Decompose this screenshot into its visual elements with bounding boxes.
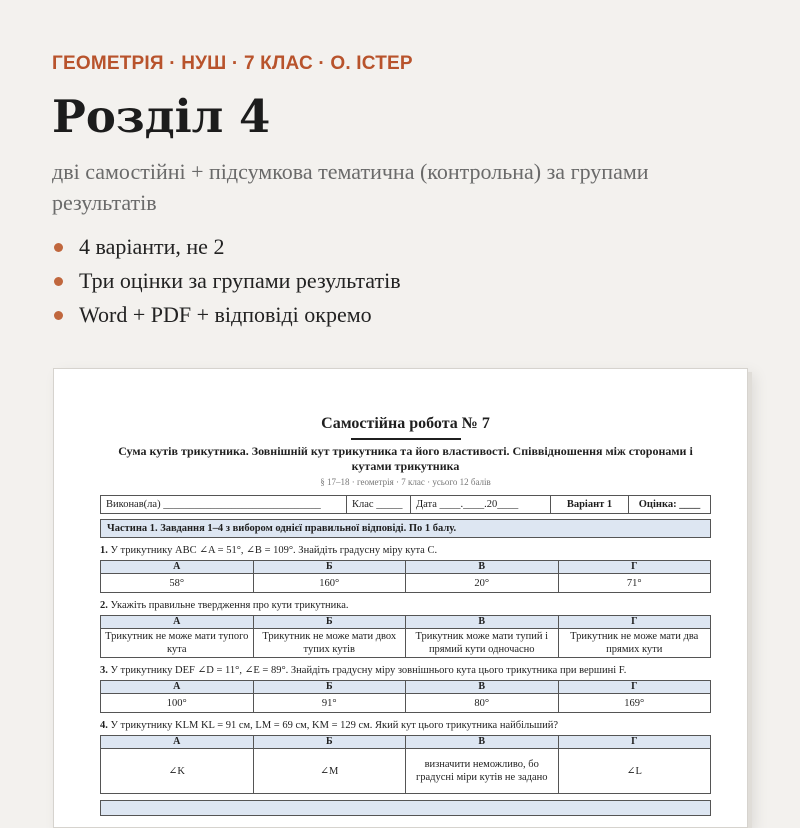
question-text: У трикутнику KLM KL = 91 см, LM = 69 см, KM = 129 см. Який кут цього трикутника найбільший? bbox=[110, 720, 559, 731]
answer-option: Трикутник не може мати тупого кута bbox=[101, 629, 254, 658]
feature-item bbox=[52, 230, 401, 264]
option-label: Б bbox=[253, 681, 406, 694]
question-text: У трикутнику DEF ∠D = 11°, ∠E = 89°. Знайдіть градусну міру зовнішнього кута цього трикутника при вершині F. bbox=[110, 665, 627, 676]
variant-field: Варіант 1 bbox=[551, 496, 629, 513]
option-label: А bbox=[101, 616, 254, 629]
page-subtitle: дві самостійні + підсумкова тематична (контрольна) за групами результатів bbox=[52, 159, 649, 215]
page-title: Розділ 4 bbox=[52, 90, 271, 143]
answer-option: Трикутник може мати тупий і прямий кути одночасно bbox=[406, 629, 559, 658]
option-label: Б bbox=[253, 736, 406, 749]
answer-option: ∠K bbox=[101, 749, 254, 794]
question-number: 3. bbox=[100, 665, 108, 676]
option-label: Г bbox=[558, 561, 711, 574]
answer-table bbox=[100, 680, 711, 713]
question-number: 4. bbox=[100, 720, 108, 731]
option-label: В bbox=[406, 616, 559, 629]
bullet-dot-icon bbox=[54, 311, 63, 320]
subject-kicker: ГЕОМЕТРІЯ · НУШ · 7 КЛАС · О. ІСТЕР bbox=[52, 53, 413, 74]
answer-option: Трикутник не може мати двох тупих кутів bbox=[253, 629, 406, 658]
option-label: В bbox=[406, 681, 559, 694]
feature-item bbox=[52, 298, 401, 332]
answer-table bbox=[100, 735, 711, 794]
feature-text: Word + PDF + відповіді окремо bbox=[79, 302, 372, 327]
worksheet-meta: § 17–18 · геометрія · 7 клас · усього 12 балів bbox=[320, 477, 491, 487]
option-label: В bbox=[406, 736, 559, 749]
question-number: 2. bbox=[100, 600, 108, 611]
part-header: Частина 1. Завдання 1–4 з вибором однієї правильної відповіді. По 1 балу. bbox=[100, 519, 711, 538]
answer-option: визначити неможливо, бо градусні міри кутів не задано bbox=[406, 749, 559, 794]
class-field: Клас _____ bbox=[347, 496, 411, 513]
answer-option: 71° bbox=[558, 574, 711, 593]
question-text: Укажіть правильне твердження про кути трикутника. bbox=[110, 600, 349, 611]
answer-option: 169° bbox=[558, 694, 711, 713]
answer-option: 100° bbox=[101, 694, 254, 713]
worksheet-topic: Сума кутів трикутника. Зовнішній кут трикутника та його властивості. Співвідношення між сторонами і кутами трикутника bbox=[118, 444, 693, 473]
answer-option: 58° bbox=[101, 574, 254, 593]
answer-option: Трикутник не може мати два прямих кути bbox=[558, 629, 711, 658]
option-label: Б bbox=[253, 561, 406, 574]
answer-option: 80° bbox=[406, 694, 559, 713]
feature-text: Три оцінки за групами результатів bbox=[79, 268, 401, 293]
answer-table bbox=[100, 560, 711, 593]
question-text: У трикутнику ABC ∠A = 51°, ∠B = 109°. Знайдіть градусну міру кута C. bbox=[110, 545, 438, 556]
question bbox=[100, 664, 711, 677]
feature-item bbox=[52, 264, 401, 298]
question bbox=[100, 719, 711, 732]
option-label: Г bbox=[558, 616, 711, 629]
title-underline bbox=[351, 438, 461, 440]
question bbox=[100, 599, 711, 612]
option-label: Б bbox=[253, 616, 406, 629]
option-label: А bbox=[101, 736, 254, 749]
next-part-header bbox=[100, 800, 711, 816]
answer-option: ∠M bbox=[253, 749, 406, 794]
worksheet-preview bbox=[53, 368, 748, 828]
option-label: А bbox=[101, 561, 254, 574]
option-label: В bbox=[406, 561, 559, 574]
bullet-dot-icon bbox=[54, 243, 63, 252]
bullet-dot-icon bbox=[54, 277, 63, 286]
worksheet-title: Самостійна робота № 7 bbox=[321, 415, 490, 432]
name-field: Виконав(ла) ______________________________ bbox=[101, 496, 347, 513]
option-label: А bbox=[101, 681, 254, 694]
option-label: Г bbox=[558, 736, 711, 749]
answer-option: 160° bbox=[253, 574, 406, 593]
question-number: 1. bbox=[100, 545, 108, 556]
answer-option: 20° bbox=[406, 574, 559, 593]
grade-field: Оцінка: ____ bbox=[638, 499, 701, 510]
answer-option: ∠L bbox=[558, 749, 711, 794]
answer-table bbox=[100, 615, 711, 658]
option-label: Г bbox=[558, 681, 711, 694]
student-info-row bbox=[100, 495, 711, 514]
question bbox=[100, 544, 711, 557]
feature-list bbox=[52, 230, 401, 332]
feature-text: 4 варіанти, не 2 bbox=[79, 234, 225, 259]
date-field: Дата ____.____.20____ bbox=[411, 496, 551, 513]
answer-option: 91° bbox=[253, 694, 406, 713]
